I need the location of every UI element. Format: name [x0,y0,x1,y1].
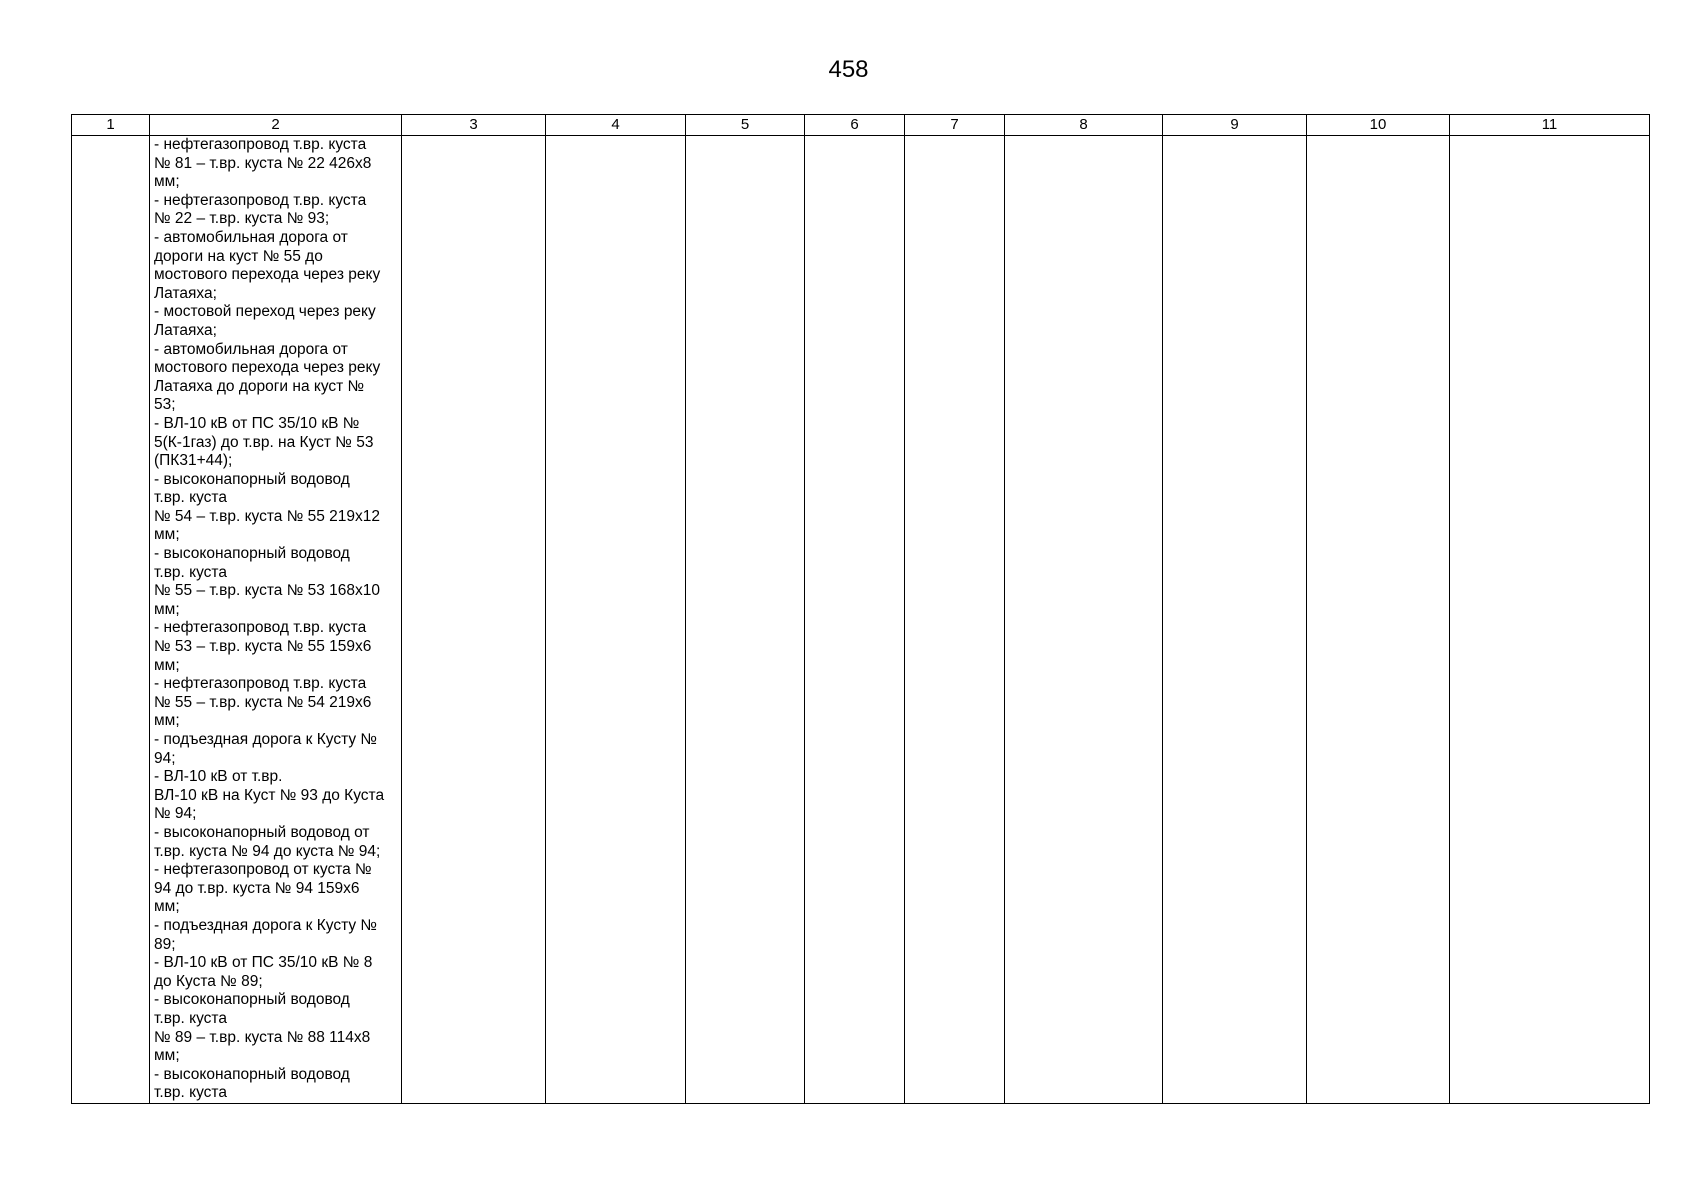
description-line: - подъездная дорога к Кусту № [154,916,378,934]
description-line: - мостовой переход через реку [154,303,376,321]
description-line: мм; [154,173,180,191]
description-line: № 55 – т.вр. куста № 53 168х10 [154,582,381,600]
description-line: - высоконапорный водовод [154,991,350,1009]
description-line: - высоконапорный водовод [154,470,350,488]
cell-col-7 [905,136,1005,1104]
column-header-11: 11 [1450,115,1650,136]
column-header-6: 6 [805,115,905,136]
description-line: мм; [154,600,180,618]
description-line: 94; [154,749,176,767]
description-line: ВЛ-10 кВ на Куст № 93 до Куста [154,786,385,804]
description-line: мм; [154,526,180,544]
description-line: № 55 – т.вр. куста № 54 219х6 [154,693,372,711]
description-line: - автомобильная дорога от [154,340,348,358]
cell-col-2-description [150,136,402,1104]
column-header-10: 10 [1307,115,1450,136]
description-line: (ПК31+44); [154,452,233,470]
cell-col-11 [1450,136,1650,1104]
description-line: т.вр. куста [154,489,227,507]
description-line: № 53 – т.вр. куста № 55 159х6 [154,638,372,656]
description-line: - нефтегазопровод т.вр. куста [154,675,367,693]
description-line: № 89 – т.вр. куста № 88 114х8 [154,1028,371,1046]
description-line: № 94; [154,805,197,823]
description-line: т.вр. куста [154,1009,227,1027]
document-table [71,114,1650,1104]
description-line: - высоконапорный водовод [154,545,350,563]
description-line: Латаяха; [154,284,217,302]
cell-col-5 [686,136,805,1104]
description-line: мм; [154,656,180,674]
cell-col-6 [805,136,905,1104]
cell-col-9 [1163,136,1307,1104]
description-line: мостового перехода через реку [154,266,381,284]
description-line: - нефтегазопровод т.вр. куста [154,191,367,209]
description-line: № 81 – т.вр. куста № 22 426х8 [154,154,372,172]
description-line: - ВЛ-10 кВ от т.вр. [154,768,283,786]
cell-col-10 [1307,136,1450,1104]
description-line: - нефтегазопровод т.вр. куста [154,136,367,153]
description-line: т.вр. куста [154,1084,227,1102]
description-line: - нефтегазопровод от куста № [154,861,372,879]
description-line: мостового перехода через реку [154,359,381,377]
description-line: дороги на куст № 55 до [154,247,323,265]
description-line: Латаяха до дороги на куст № [154,377,365,395]
page-number: 458 [828,56,869,83]
column-header-3: 3 [402,115,546,136]
description-line: - автомобильная дорога от [154,228,348,246]
cell-col-3 [402,136,546,1104]
description-line: № 54 – т.вр. куста № 55 219х12 [154,507,381,525]
column-header-1: 1 [72,115,150,136]
cell-col-8 [1005,136,1163,1104]
column-header-7: 7 [905,115,1005,136]
description-line: мм; [154,1047,180,1065]
description-line: 5(К-1газ) до т.вр. на Куст № 53 [154,433,374,451]
description-line: мм; [154,712,180,730]
description-line: до Куста № 89; [154,972,263,990]
description-line: мм; [154,898,180,916]
table-row [72,136,1650,1104]
description-line: - ВЛ-10 кВ от ПС 35/10 кВ № [154,414,360,432]
column-header-4: 4 [546,115,686,136]
description-line: т.вр. куста [154,563,227,581]
cell-col-4 [546,136,686,1104]
description-line: 94 до т.вр. куста № 94 159х6 [154,879,360,897]
column-header-5: 5 [686,115,805,136]
description-line: - подъездная дорога к Кусту № [154,731,378,748]
description-line: т.вр. куста № 94 до куста № 94; [154,842,381,860]
column-header-2: 2 [150,115,402,136]
header-row [72,115,1650,136]
description-line: - высоконапорный водовод от [154,823,370,841]
description-line: № 22 – т.вр. куста № 93; [154,210,330,228]
description-line: Латаяха; [154,321,217,339]
description-line: 53; [154,396,176,414]
description-line: 89; [154,935,176,953]
description-line: - ВЛ-10 кВ от ПС 35/10 кВ № 8 [154,954,373,972]
column-header-8: 8 [1005,115,1163,136]
description-line: - нефтегазопровод т.вр. куста [154,619,367,637]
column-header-9: 9 [1163,115,1307,136]
description-line: - высоконапорный водовод [154,1065,350,1083]
cell-col-1 [72,136,150,1104]
